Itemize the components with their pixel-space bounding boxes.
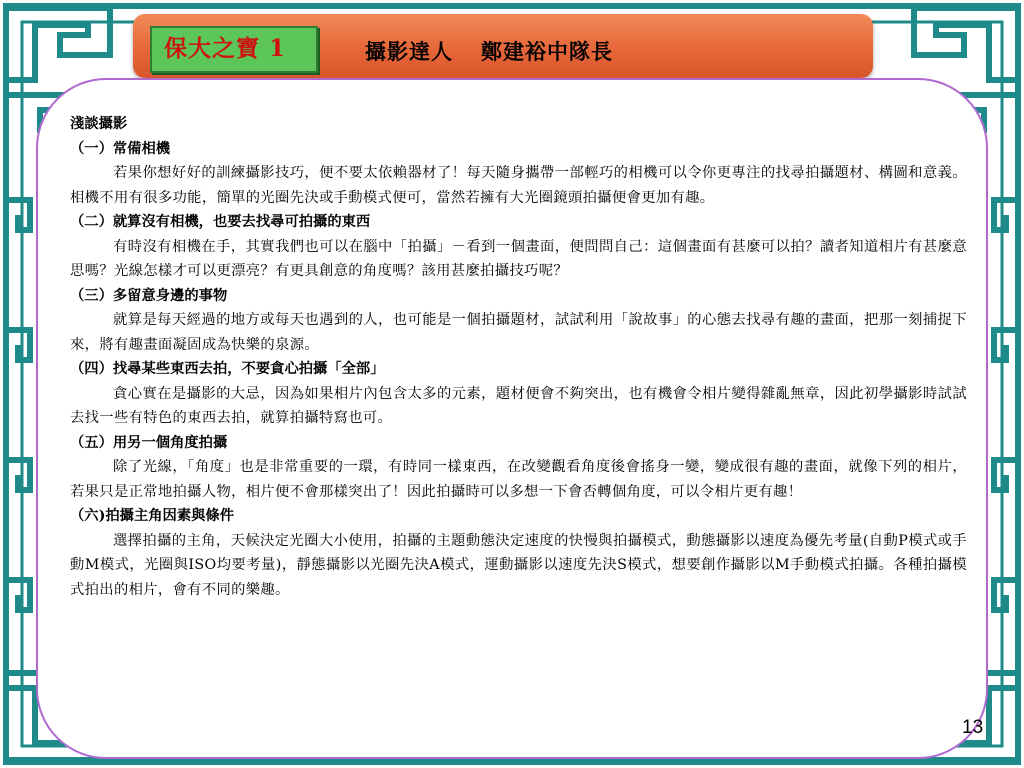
section-title-5: （五）用另一個角度拍攝 <box>70 434 228 451</box>
section-body-4: 貪心實在是攝影的大忌，因為如果相片內包含太多的元素，題材便會不夠突出，也有機會令相片變得雜亂無章，因此初學攝影時試試去找一些有特色的東西去拍，就算拍攝特寫也可。 <box>70 385 967 426</box>
section-title-4: （四）找尋某些東西去拍，不要貪心拍攝「全部」 <box>70 361 385 377</box>
title-tag: 保大之寶 1 <box>164 35 287 62</box>
section-body-6: 選擇拍攝的主角，天候決定光圈大小使用，拍攝的主題動態決定速度的快慢與拍攝模式，動態攝影以速度為優先考量(自動P模式或手動M模式，光圈與ISO均要考量)，靜態攝影以光圈先決A模式，運動攝影以速度先決S模式，想要創作攝影以M手動模式拍攝。各種拍攝模式拍出的相片，會有不同的樂趣。 <box>70 532 967 598</box>
slide-author: 鄭建裕中隊長 <box>481 39 613 64</box>
article <box>70 112 967 602</box>
slide-title-text: 攝影達人 <box>365 39 453 64</box>
section-title-1: （一）常備相機 <box>70 140 171 157</box>
page-number: 13 <box>962 717 984 738</box>
section-body-2: 有時沒有相機在手，其實我們也可以在腦中「拍攝」－看到一個畫面，便問問自己：這個畫面有甚麼可以拍？讀者知道相片有甚麼意思嗎？光線怎樣才可以更漂亮？有更具創意的角度嗎？該用甚麼拍攝技巧呢？ <box>70 238 967 279</box>
section-title-2: （二）就算沒有相機，也要去找尋可拍攝的東西 <box>70 214 371 230</box>
section-body-5: 除了光線，「角度」也是非常重要的一環，有時同一樣東西，在改變觀看角度後會搖身一變，變成很有趣的畫面，就像下列的相片，若果只是正常地拍攝人物，相片便不會那樣突出了！因此拍攝時可以多想一下會否轉個角度，可以令相片更有趣！ <box>70 459 967 500</box>
section-title-3: （三）多留意身邊的事物 <box>70 287 228 304</box>
section-title-6: （六)拍攝主角因素與條件 <box>70 508 235 524</box>
section-body-3: 就算是每天經過的地方或每天也遇到的人，也可能是一個拍攝題材，試試利用「說故事」的心態去找尋有趣的畫面，把那一刻捕捉下來，將有趣畫面凝固成為快樂的泉源。 <box>70 312 967 353</box>
article-heading: 淺談攝影 <box>70 116 128 132</box>
section-body-1: 若果你想好好的訓練攝影技巧，便不要太依賴器材了！每天隨身攜帶一部輕巧的相機可以令你更專注的找尋拍攝題材、構圖和意義。相機不用有很多功能，簡單的光圈先決或手動模式便可，當然若擁有大光圈鏡頭拍攝便會更加有趣。 <box>70 165 967 206</box>
slide-title <box>365 36 613 66</box>
